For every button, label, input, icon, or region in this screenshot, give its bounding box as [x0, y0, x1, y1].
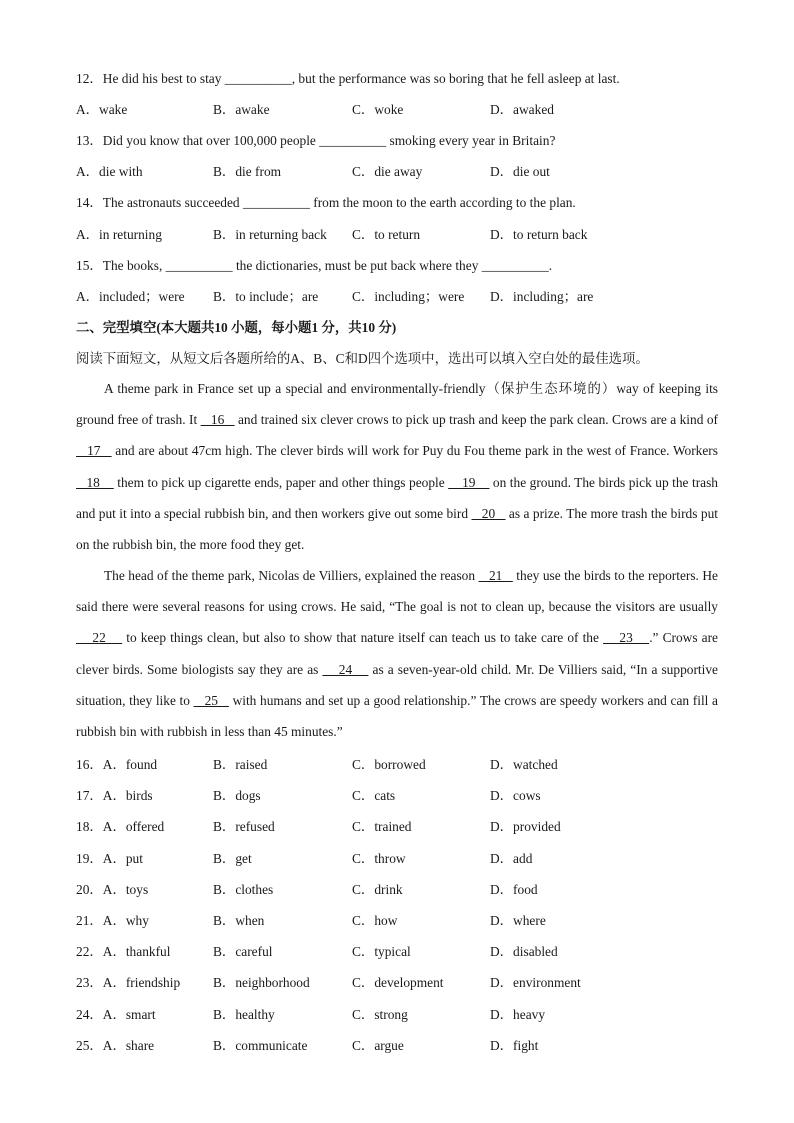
option-d[interactable]: D．awaked: [490, 102, 554, 117]
option-c[interactable]: C．die away: [352, 164, 423, 179]
cloze-options-16: [76, 754, 736, 772]
question-15-options: [76, 286, 736, 304]
option-a[interactable]: 23．A．friendship: [76, 975, 181, 990]
option-d[interactable]: D．disabled: [490, 944, 558, 959]
question-12-stem: 12．He did his best to stay __________, but the performance was so boring that he fell asleep at last.: [76, 71, 620, 86]
option-a[interactable]: A．in returning: [76, 227, 162, 242]
option-c[interactable]: C．strong: [352, 1007, 408, 1022]
question-14-stem: 14．The astronauts succeeded __________ from the moon to the earth according to the plan.: [76, 195, 576, 210]
option-a[interactable]: 24．A．smart: [76, 1007, 156, 1022]
section-heading: 二、完型填空(本大题共10 小题，每小题1 分，共10 分): [76, 320, 397, 335]
passage-paragraph-1: A theme park in France set up a special and environmentally-friendly（保护生态环境的）way of keeping its ground free of trash. It 16 and trained six clever crows to pick up trash and keep the park clean. Crows are a kind of 17 and are about 47cm high. The clever birds will work for Puy du Fou theme park in the west of France. Workers 18 them to pick up cigarette ends, paper and other things people 19 on the ground. The birds pick up the trash and put it into a special rubbish bin, and then workers give out some bird 20 as a prize. The more trash the birds put on the rubbish bin, the more food they get.: [76, 381, 718, 553]
option-c[interactable]: C．argue: [352, 1038, 404, 1053]
option-d[interactable]: D．including；are: [490, 289, 594, 304]
option-b[interactable]: B．refused: [213, 819, 275, 834]
blank-20: 20: [471, 505, 506, 521]
option-c[interactable]: C．trained: [352, 819, 412, 834]
option-b[interactable]: B．in returning back: [213, 227, 327, 242]
option-a[interactable]: 22．A．thankful: [76, 944, 171, 959]
option-c[interactable]: C．borrowed: [352, 757, 426, 772]
cloze-options-24: [76, 1004, 736, 1022]
blank-18: 18: [76, 474, 114, 490]
option-b[interactable]: B．communicate: [213, 1038, 308, 1053]
blank-17: 17: [76, 443, 112, 459]
option-a[interactable]: 17．A．birds: [76, 788, 153, 803]
cloze-options-25: [76, 1035, 736, 1053]
option-c[interactable]: C．typical: [352, 944, 411, 959]
option-b[interactable]: B．when: [213, 913, 265, 928]
option-b[interactable]: B．awake: [213, 102, 270, 117]
option-a[interactable]: 25．A．share: [76, 1038, 155, 1053]
option-b[interactable]: B．clothes: [213, 882, 274, 897]
option-c[interactable]: C．including；were: [352, 289, 465, 304]
option-d[interactable]: D．provided: [490, 819, 561, 834]
question-15-stem: 15．The books, __________ the dictionaries, must be put back where they __________.: [76, 258, 553, 273]
option-a[interactable]: A．die with: [76, 164, 143, 179]
option-d[interactable]: D．where: [490, 913, 546, 928]
blank-19: 19: [448, 474, 490, 490]
blank-22: 22: [76, 630, 123, 646]
cloze-options-17: [76, 785, 736, 803]
option-c[interactable]: C．cats: [352, 788, 396, 803]
blank-16: 16: [200, 412, 235, 428]
cloze-options-18: [76, 816, 736, 834]
option-d[interactable]: D．cows: [490, 788, 541, 803]
cloze-options-23: [76, 972, 736, 990]
blank-24: 24: [322, 661, 369, 677]
option-b[interactable]: B．neighborhood: [213, 975, 310, 990]
blank-23: 23: [603, 630, 650, 646]
blank-25: 25: [193, 692, 229, 708]
option-c[interactable]: C．how: [352, 913, 398, 928]
cloze-options-21: [76, 910, 736, 928]
option-b[interactable]: B．get: [213, 851, 252, 866]
option-d[interactable]: D．food: [490, 882, 538, 897]
question-12-options: [76, 99, 736, 117]
option-c[interactable]: C．to return: [352, 227, 421, 242]
question-13-stem: 13．Did you know that over 100,000 people __________ smoking every year in Britain?: [76, 133, 556, 148]
option-d[interactable]: D．die out: [490, 164, 550, 179]
option-b[interactable]: B．raised: [213, 757, 268, 772]
option-b[interactable]: B．to include；are: [213, 289, 319, 304]
option-a[interactable]: 16．A．found: [76, 757, 158, 772]
option-b[interactable]: B．dogs: [213, 788, 261, 803]
question-14-options: [76, 224, 736, 242]
option-d[interactable]: D．to return back: [490, 227, 588, 242]
option-b[interactable]: B．healthy: [213, 1007, 275, 1022]
option-b[interactable]: B．die from: [213, 164, 282, 179]
passage-paragraph-2: The head of the theme park, Nicolas de Villiers, explained the reason 21 they use the birds to the reporters. He said there were several reasons for using crows. He said, “The goal is not to clean up, because the visitors are usually 22 to keep things clean, but also to show that nature itself can teach us to take care of the 23 .” Crows are clever birds. Some biologists say they are as 24 as a seven-year-old child. Mr. De Villiers said, “In a supportive situation, they like to 25 with humans and set up a good relationship.” The crows are speedy workers and can fill a rubbish bin with rubbish in less than 45 minutes.”: [76, 568, 718, 740]
cloze-options-22: [76, 941, 736, 959]
option-c[interactable]: C．throw: [352, 851, 406, 866]
option-a[interactable]: 19．A．put: [76, 851, 143, 866]
option-a[interactable]: A．included；were: [76, 289, 185, 304]
option-a[interactable]: 20．A．toys: [76, 882, 149, 897]
option-d[interactable]: D．heavy: [490, 1007, 546, 1022]
option-a[interactable]: A．wake: [76, 102, 128, 117]
option-a[interactable]: 18．A．offered: [76, 819, 165, 834]
option-c[interactable]: C．woke: [352, 102, 404, 117]
cloze-options-19: [76, 848, 736, 866]
option-c[interactable]: C．drink: [352, 882, 403, 897]
cloze-options-20: [76, 879, 736, 897]
option-c[interactable]: C．development: [352, 975, 444, 990]
option-d[interactable]: D．add: [490, 851, 533, 866]
option-d[interactable]: D．environment: [490, 975, 581, 990]
question-13-options: [76, 161, 736, 179]
option-a[interactable]: 21．A．why: [76, 913, 149, 928]
option-b[interactable]: B．careful: [213, 944, 273, 959]
section-instruction: 阅读下面短文，从短文后各题所给的A、B、C和D四个选项中，选出可以填入空白处的最佳选项。: [76, 351, 649, 366]
option-d[interactable]: D．fight: [490, 1038, 539, 1053]
option-d[interactable]: D．watched: [490, 757, 558, 772]
blank-21: 21: [478, 568, 513, 583]
